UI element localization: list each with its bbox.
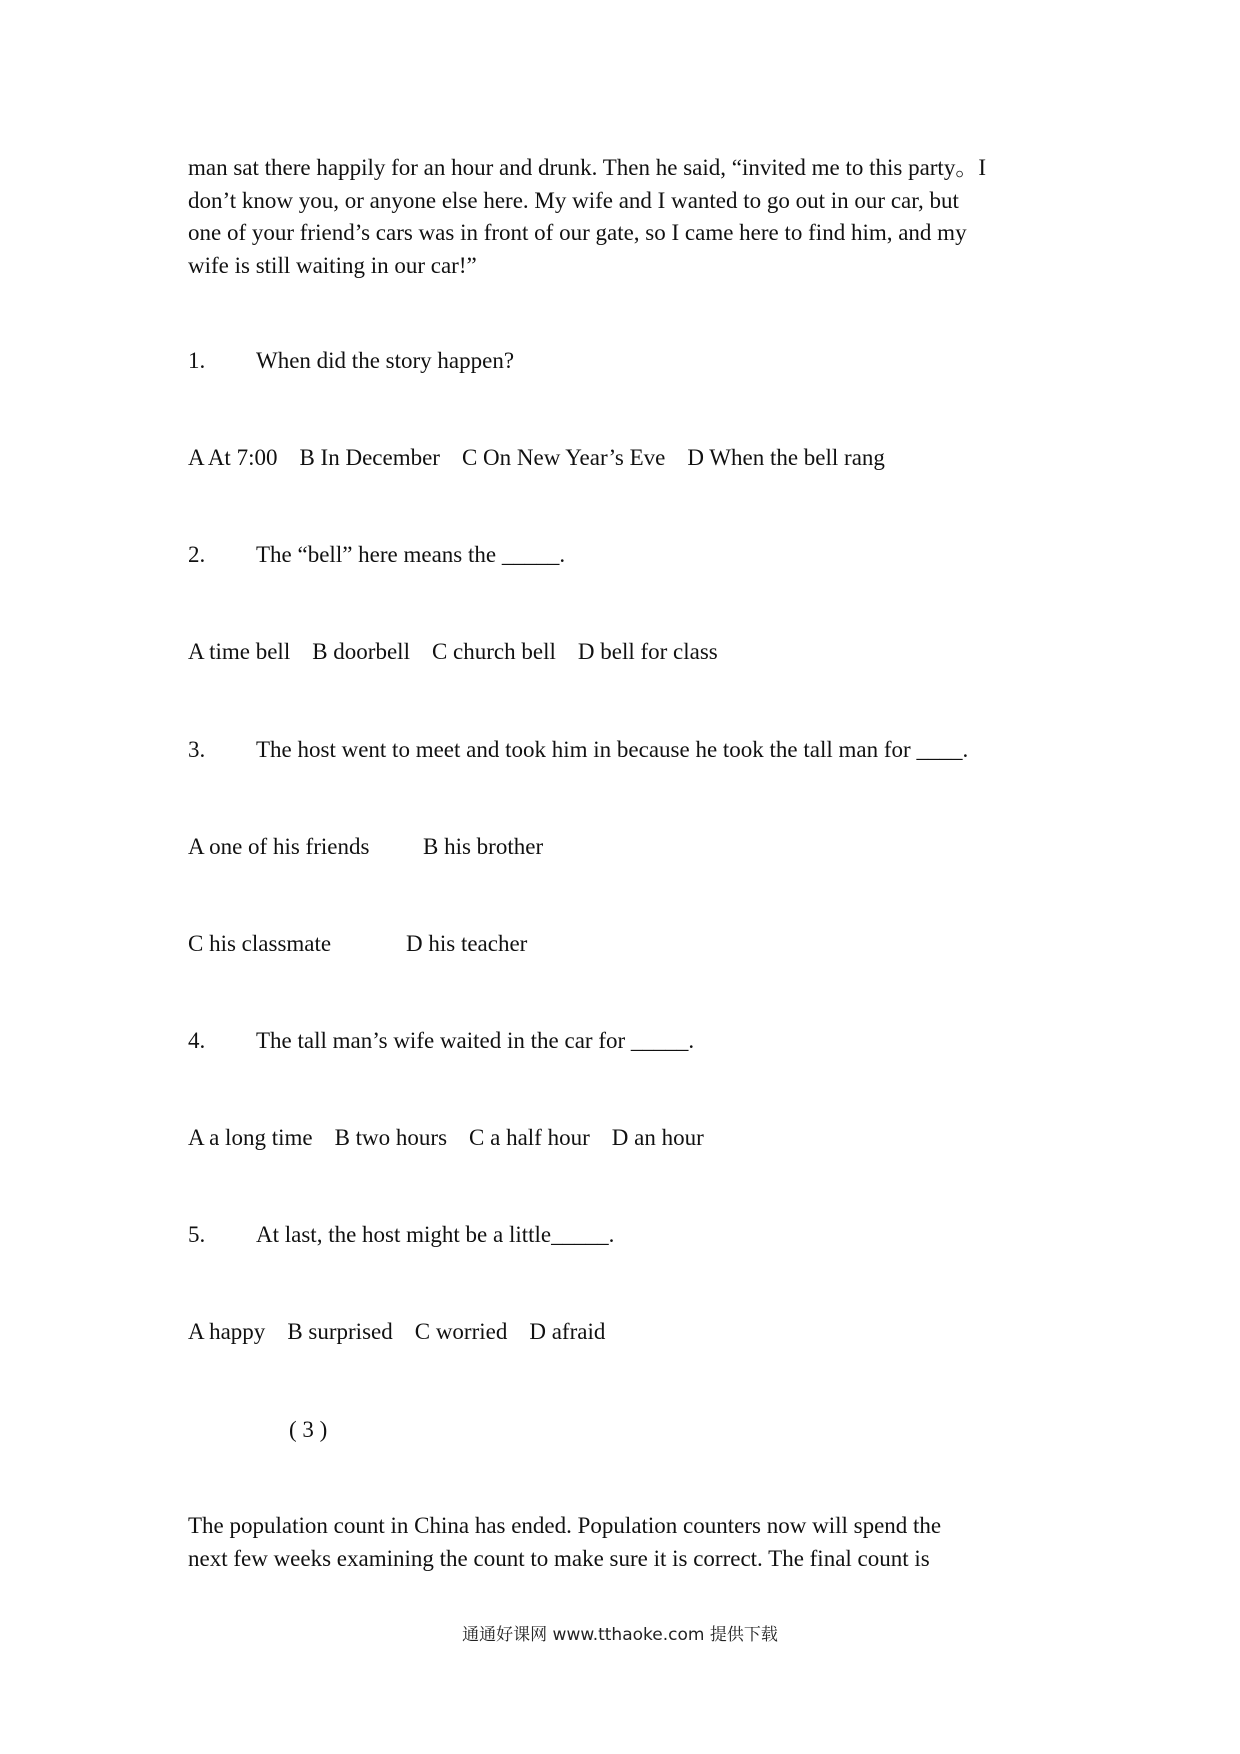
option-b: B two hours [334,1125,448,1150]
question-number: 2. [188,542,206,567]
question-number: 5. [188,1222,206,1247]
question-text: The tall man’s wife waited in the car for _____. [256,1028,695,1053]
option-a: A happy [188,1319,266,1344]
option-d: D an hour [611,1125,704,1150]
option-c: C his classmate [188,931,332,956]
question-number: 4. [188,1028,206,1053]
question-2 [188,541,565,569]
option-d: D When the bell rang [687,445,885,470]
section-marker: ( 3 ) [289,1417,328,1442]
question-number: 1. [188,348,206,373]
passage-line: don’t know you, or anyone else here. My wife and I wanted to go out in our car, but [188,187,959,213]
option-d: D his teacher [406,931,528,956]
question-4 [188,1027,694,1055]
option-d: D afraid [529,1319,606,1344]
option-a: A one of his friends [188,834,370,859]
question-2-options [188,638,718,666]
passage-line: next few weeks examining the count to make sure it is correct. The final count is [188,1545,930,1571]
question-text: At last, the host might be a little_____. [256,1222,615,1247]
question-5 [188,1221,614,1249]
option-b: B his brother [423,834,544,859]
passage-line: The population count in China has ended. Population counters now will spend the [188,1513,942,1538]
option-c: C worried [414,1319,508,1344]
passage-text [188,152,1088,282]
option-b: B doorbell [312,639,410,664]
question-text: The “bell” here means the _____. [256,542,566,567]
question-1-options [188,444,885,472]
question-3 [188,736,968,764]
option-c: C On New Year’s Eve [461,445,666,470]
passage-line: man sat there happily for an hour and drunk. Then he said, “invited me to this party。I [188,155,986,180]
question-5-options [188,1318,605,1346]
question-3-options-row-1 [188,833,543,861]
question-text: The host went to meet and took him in because he took the tall man for ____. [256,737,969,762]
question-number: 3. [188,737,206,762]
option-d: D bell for class [577,639,718,664]
question-text: When did the story happen? [256,348,515,373]
passage-line: wife is still waiting in our car!” [188,252,477,278]
option-a: A a long time [188,1125,313,1150]
next-passage-text [188,1510,1088,1575]
passage-line: one of your friend’s cars was in front of our gate, so I came here to find him, and my [188,220,967,245]
question-3-options-row-2 [188,930,527,958]
option-a: A At 7:00 [188,445,278,470]
option-c: C a half hour [469,1125,590,1150]
option-b: B surprised [287,1319,393,1344]
question-1 [188,347,514,375]
option-a: A time bell [188,639,291,664]
question-4-options [188,1124,704,1152]
option-c: C church bell [431,639,556,664]
option-b: B In December [299,445,440,470]
page-footer: 通通好课网 www.tthaoke.com 提供下载 [462,1625,778,1645]
